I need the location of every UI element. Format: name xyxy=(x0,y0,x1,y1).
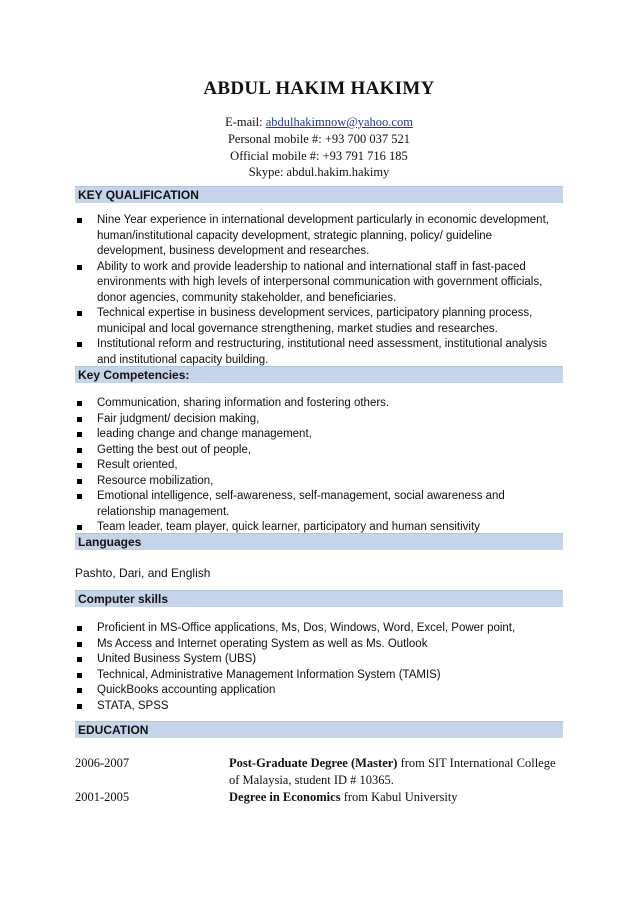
square-bullet-icon xyxy=(77,448,82,453)
square-bullet-icon xyxy=(77,417,82,422)
personal-mobile: Personal mobile #: +93 700 037 521 xyxy=(227,132,411,146)
education-description xyxy=(229,789,569,806)
square-bullet-icon xyxy=(77,342,82,347)
list-item: Ability to work and provide leadership to national and international staff in fast-paced environments with high levels of interpersonal communication with government officials, donor agencies, community stakeholder, and beneficiaries. xyxy=(75,260,563,307)
list-item: Team leader, team player, quick learner, participatory and human sensitivity xyxy=(75,520,563,536)
education-degree: Post-Graduate Degree (Master) xyxy=(229,756,398,770)
list-item: Technical expertise in business development services, participatory planning process, municipal and local governance strengthening, market studies and researches. xyxy=(75,306,563,337)
list-item: Technical, Administrative Management Information System (TAMIS) xyxy=(75,668,563,684)
list-item: QuickBooks accounting application xyxy=(75,683,563,699)
square-bullet-icon xyxy=(77,479,82,484)
email-label: E-mail: xyxy=(225,115,263,129)
education-degree: Degree in Economics xyxy=(229,790,341,804)
official-mobile: Official mobile #: +93 791 716 185 xyxy=(230,149,408,163)
computer-skills-list xyxy=(75,621,563,714)
square-bullet-icon xyxy=(77,673,82,678)
list-item: Emotional intelligence, self-awareness, self-management, social awareness and relationship management. xyxy=(75,489,563,520)
list-item: United Business System (UBS) xyxy=(75,652,563,668)
square-bullet-icon xyxy=(77,432,82,437)
square-bullet-icon xyxy=(77,265,82,270)
key-competencies-list xyxy=(75,396,563,536)
square-bullet-icon xyxy=(77,688,82,693)
square-bullet-icon xyxy=(77,218,82,223)
square-bullet-icon xyxy=(77,494,82,499)
skype-id: Skype: abdul.hakim.hakimy xyxy=(248,165,390,179)
square-bullet-icon xyxy=(77,525,82,530)
education-years: 2001-2005 xyxy=(75,790,130,804)
square-bullet-icon xyxy=(77,704,82,709)
list-item: Fair judgment/ decision making, xyxy=(75,412,563,428)
applicant-name: ABDUL HAKIM HAKIMY xyxy=(203,78,435,99)
list-item: Getting the best out of people, xyxy=(75,443,563,459)
list-item: Result oriented, xyxy=(75,458,563,474)
section-header-education: EDUCATION xyxy=(75,721,563,738)
education-description xyxy=(229,755,569,789)
list-item: STATA, SPSS xyxy=(75,699,563,715)
education-detail: from Kabul University xyxy=(340,790,458,804)
list-item: Communication, sharing information and fostering others. xyxy=(75,396,563,412)
section-header-languages: Languages xyxy=(75,533,563,550)
education-row xyxy=(75,789,563,806)
section-header-key-qualification: KEY QUALIFICATION xyxy=(75,186,563,203)
square-bullet-icon xyxy=(77,401,82,406)
education-years: 2006-2007 xyxy=(75,756,130,770)
list-item: Proficient in MS-Office applications, Ms, Dos, Windows, Word, Excel, Power point, xyxy=(75,621,563,637)
square-bullet-icon xyxy=(77,657,82,662)
section-header-computer-skills: Computer skills xyxy=(75,590,563,607)
education-detail: from SIT International College of Malaysia, student ID # 10365. xyxy=(229,756,556,787)
email-link[interactable]: abdulhakimnow@yahoo.com xyxy=(265,115,413,129)
email-line xyxy=(0,113,638,131)
key-qualification-list xyxy=(75,213,563,368)
list-item: Institutional reform and restructuring, institutional need assessment, institutional analysis and institutional capacity building. xyxy=(75,337,563,368)
list-item: Ms Access and Internet operating System as well as Ms. Outlook xyxy=(75,637,563,653)
square-bullet-icon xyxy=(77,463,82,468)
square-bullet-icon xyxy=(77,642,82,647)
section-header-key-competencies: Key Competencies: xyxy=(75,366,563,383)
square-bullet-icon xyxy=(77,626,82,631)
list-item: Resource mobilization, xyxy=(75,474,563,490)
education-row xyxy=(75,755,563,789)
languages-text: Pashto, Dari, and English xyxy=(75,566,211,580)
square-bullet-icon xyxy=(77,311,82,316)
list-item: leading change and change management, xyxy=(75,427,563,443)
list-item: Nine Year experience in international development particularly in economic development, human/institutional capacity development, strategic planning, policy/ guideline development, business development and researches. xyxy=(75,213,563,260)
